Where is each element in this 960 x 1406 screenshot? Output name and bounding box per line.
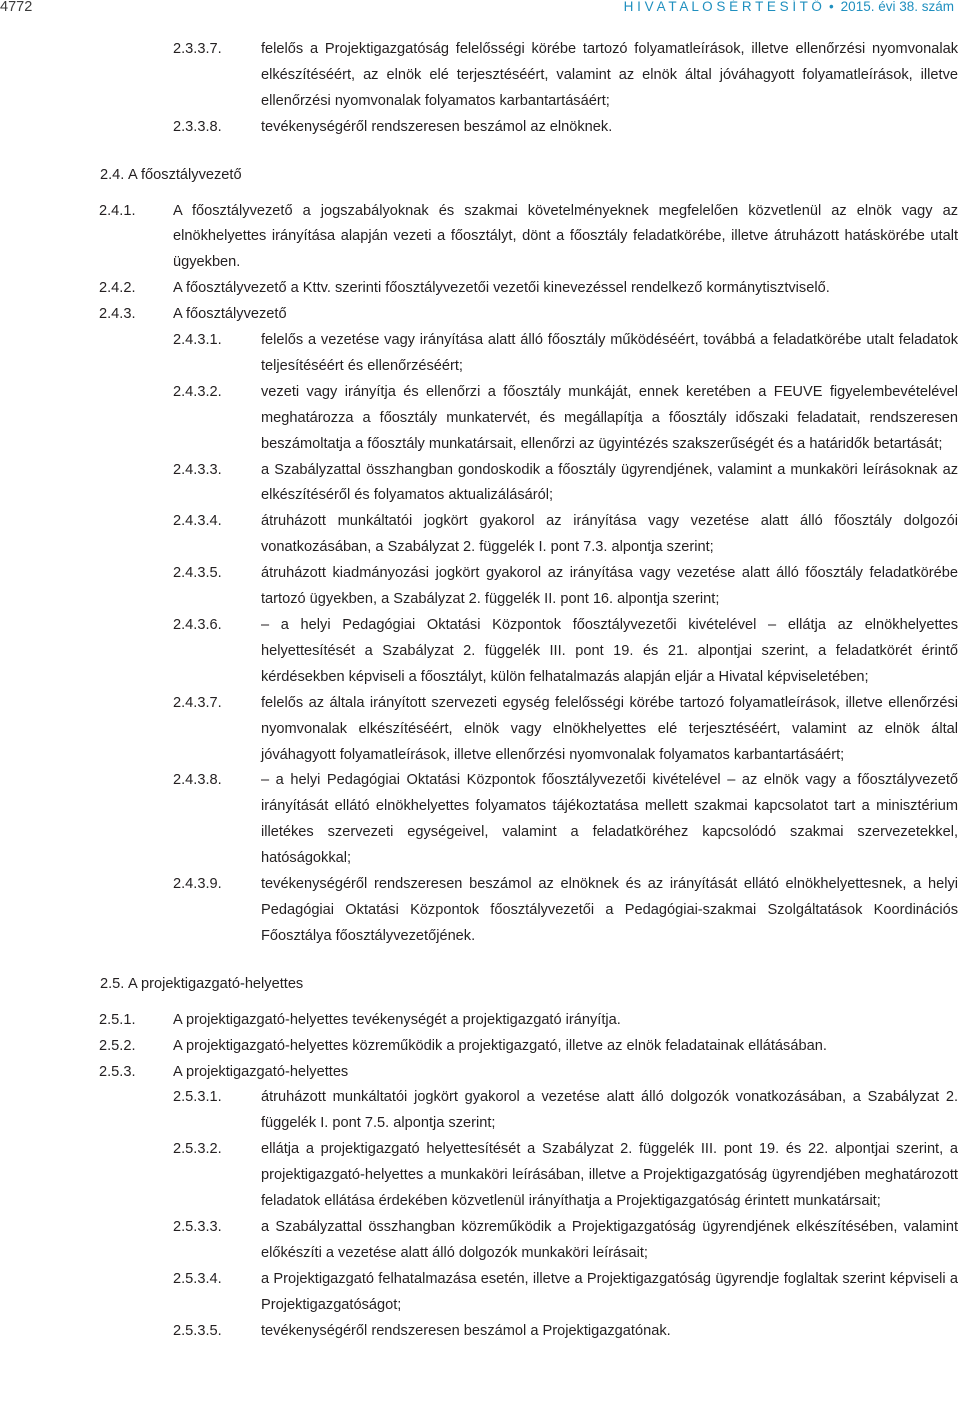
clause-text: – a helyi Pedagógiai Oktatási Központok főosztályvezetői kivételével – az elnök vagy a főosztályvezető irányítását ellátó elnökhelyettes folyamatos tájékoztatása mellett szakmai kapcsolatot tart a minisztérium illetékes szervezeti egységeivel, valamint a feladatköréhez kapcsolódó szakmai szervezetekkel, hatóságokkal; — [261, 772, 958, 867]
clause-text: a Szabályzattal összhangban gondoskodik a főosztály ügyrendjének, valamint a munkaköri leírásoknak az elkészítéséről és folyamatos aktualizálásáról; — [261, 461, 958, 504]
clause-number: 2.4.3.6. — [173, 617, 222, 634]
clause-number: 2.5.3. — [99, 1063, 136, 1080]
subclause-item — [0, 691, 960, 769]
spacer — [0, 950, 960, 972]
clause-number: 2.5.3.4. — [173, 1270, 222, 1287]
clause-text: a Projektigazgató felhatalmazása esetén, illetve a Projektigazgatóság ügyrendje foglaltak szerint képviseli a Projektigazgatóságot; — [261, 1270, 958, 1313]
clause-text: átruházott munkáltatói jogkört gyakorol a vezetése alatt álló dolgozók vonatkozásában, a Szabályzat 2. függelék I. pont 7.5. alpontja szerint; — [261, 1089, 958, 1132]
clause-number: 2.3.3.7. — [173, 41, 222, 57]
clause-number: 2.5.1. — [99, 1011, 136, 1028]
subclause-item — [0, 458, 960, 510]
clause-item — [0, 1060, 960, 1086]
clause-text: A főosztályvezető — [173, 306, 287, 323]
subclause-item — [0, 1267, 960, 1319]
clause-number: 2.4.3.5. — [173, 565, 222, 582]
subclause-item — [0, 768, 960, 872]
clause-text: A projektigazgató-helyettes tevékenységét a projektigazgató irányítja. — [173, 1011, 621, 1028]
section-heading — [0, 163, 960, 189]
clause-number: 2.5.2. — [99, 1037, 136, 1054]
clause-text: ellátja a projektigazgató helyettesítését a Szabályzat 2. függelék III. pont 19. és 22. alpontjai szerint, a projektigazgató-helyettes a munkaköri leírásában, illetve a Projektigazgatóság ügyrendjében meghatározott feladatok ellátása érdekében közvetlenül irányíthatja a Projektigazgatóság érintett munkatársait; — [261, 1141, 958, 1210]
spacer — [0, 189, 960, 199]
clause-text: A projektigazgató-helyettes — [173, 1063, 349, 1080]
clause-number: 2.4. — [100, 166, 125, 183]
subclause-item — [0, 1319, 960, 1345]
clause-text: A főosztályvezető a Kttv. szerinti főosztályvezetői vezetői kinevezéssel rendelkező kormánytisztviselő. — [173, 280, 830, 297]
subclause-item — [0, 328, 960, 380]
clause-text: – a helyi Pedagógiai Oktatási Központok főosztályvezetői kivételével – ellátja az elnökhelyettes helyettesítését a Szabályzat 2. függelék III. pont 19. és 21. alpontjai szerint, a feladatkörét érintő kérdésekben képviseli a főosztályt, külön felhatalmazás alapján eljár a Hivatal képviseletében; — [261, 617, 958, 685]
clause-text: felelős a vezetése vagy irányítása alatt álló főosztály működéséért, továbbá a feladatkörébe utalt feladatok teljesítéséért és ellenőrzéséért; — [261, 332, 958, 374]
clause-item — [0, 1034, 960, 1060]
clause-item — [0, 302, 960, 328]
section-heading — [0, 972, 960, 998]
clause-text: tevékenységéről rendszeresen beszámol az elnöknek és az irányítását ellátó elnökhelyettesnek, a helyi Pedagógiai Oktatási Központok főosztályvezetői a Pedagógiai-szakmai Szolgáltatások Koordinációs Főosztálya főosztályvezetőjének. — [261, 876, 958, 944]
clause-text: felelős az általa irányított szervezeti egység felelősségi körébe tartozó folyamatleírások, illetve ellenőrzési nyomvonalak elkészítéséért, elnök vagy elnökhelyettes elé terjesztéséért, valamint az elnök által jóváhagyott folyamatleírások, illetve ellenőrzési nyomvonalak folyamatos karbantartásáért; — [261, 694, 958, 763]
clause-text: A főosztályvezető a jogszabályoknak és szakmai követelményeknek megfelelően közvetlenül az elnök vagy az elnökhelyettes irányítása alapján vezeti a főosztályt, dönt a főosztály feladatkörébe, illetve átruházott hatáskörébe utalt ügyekben. — [173, 202, 958, 271]
journal-title: H I V A T A L O S É R T E S Í T Ő — [623, 0, 822, 14]
clause-number: 2.4.3. — [99, 306, 136, 323]
section-title: A projektigazgató-helyettes — [128, 975, 304, 992]
clause-number: 2.4.3.3. — [173, 461, 222, 478]
clause-number: 2.4.3.9. — [173, 876, 222, 893]
clause-number: 2.4.1. — [99, 202, 136, 219]
document-body — [0, 37, 960, 1344]
clause-number: 2.5.3.5. — [173, 1322, 222, 1339]
clause-text: átruházott munkáltatói jogkört gyakorol az irányítása vagy vezetése alatt álló főosztály dolgozói vonatkozásában, a Szabályzat 2. függelék I. pont 7.3. alpontja szerint; — [261, 513, 958, 556]
clause-text: felelős a Projektigazgatóság felelősségi körébe tartozó folyamatleírások, illetve ellenőrzési nyomvonalak elkészítéséért, az elnök elé terjesztéséért, valamint az elnök által jóváhagyott folyamatleírások, illetve ellenőrzési nyomvonalak folyamatos karbantartásáért; — [261, 41, 958, 109]
subclause-item — [0, 872, 960, 950]
journal-header — [624, 0, 954, 14]
clause-item — [0, 1008, 960, 1034]
clause-number: 2.4.3.7. — [173, 694, 222, 711]
subclause-item — [0, 509, 960, 561]
clause-number: 2.4.3.2. — [173, 383, 222, 400]
clause-text: A projektigazgató-helyettes közreműködik a projektigazgató, illetve az elnök feladatainak ellátásában. — [173, 1037, 827, 1054]
subclause-item — [0, 380, 960, 458]
subclause-item — [0, 561, 960, 613]
clause-item — [0, 276, 960, 302]
clause-number: 2.4.3.1. — [173, 332, 222, 349]
clause-text: átruházott kiadmányozási jogkört gyakorol az irányítása vagy vezetése alatt álló főosztály feladatkörébe tartozó ügyekben, a Szabályzat 2. függelék II. pont 16. alpontja szerint; — [261, 565, 958, 608]
clause-text: tevékenységéről rendszeresen beszámol az elnöknek. — [261, 118, 613, 135]
clause-number: 2.4.3.4. — [173, 513, 222, 530]
subclause-item — [0, 1085, 960, 1137]
page-number: 4772 — [0, 0, 33, 15]
subclause-item — [0, 115, 960, 141]
clause-number: 2.3.3.8. — [173, 118, 222, 135]
clause-number: 2.5.3.3. — [173, 1218, 222, 1235]
subclause-item — [0, 613, 960, 691]
spacer — [0, 998, 960, 1008]
header-separator: • — [828, 0, 834, 14]
subclause-item — [0, 1215, 960, 1267]
page-header — [0, 0, 960, 16]
clause-number: 2.5.3.2. — [173, 1141, 222, 1158]
clause-item — [0, 199, 960, 277]
section-title: A főosztályvezető — [128, 166, 242, 183]
clause-number: 2.5.3.1. — [173, 1089, 222, 1106]
clause-number: 2.4.3.8. — [173, 772, 222, 789]
subclause-item — [0, 1137, 960, 1215]
clause-text: tevékenységéről rendszeresen beszámol a Projektigazgatónak. — [261, 1322, 671, 1339]
spacer — [0, 141, 960, 163]
clause-text: a Szabályzattal összhangban közreműködik a Projektigazgatóság ügyrendjének elkészítésében, valamint előkészíti a vezetése alatt álló dolgozók munkaköri leírásait; — [261, 1218, 958, 1261]
issue-label: 2015. évi 38. szám — [840, 0, 954, 14]
subclause-item — [0, 37, 960, 115]
clause-number: 2.4.2. — [99, 280, 136, 297]
clause-text: vezeti vagy irányítja és ellenőrzi a főosztály munkáját, ennek keretében a FEUVE figyelembevételével meghatározza a főosztály munkatervét, és megállapítja a főosztály időszaki feladatait, rendszeresen beszámoltatja a főosztály munkatársait, ellenőrzi az ügyintézés szakszerűségét és a határidők betartását; — [261, 383, 958, 452]
clause-number: 2.5. — [100, 975, 125, 992]
